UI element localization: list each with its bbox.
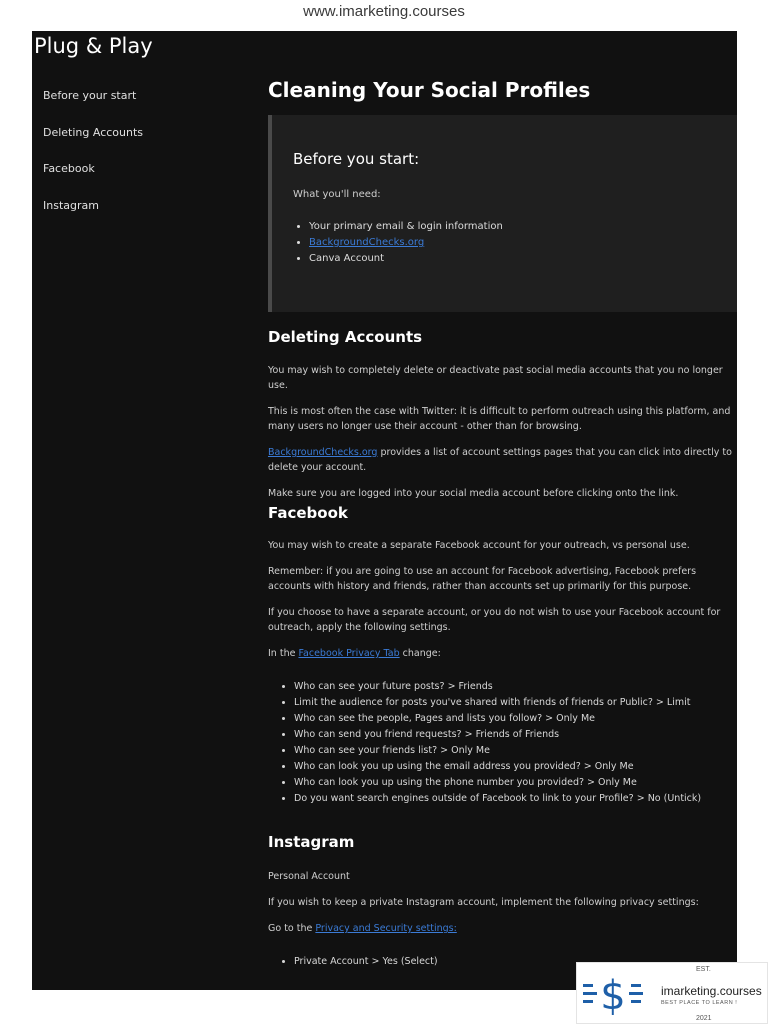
sidebar-nav xyxy=(43,89,243,235)
callout-list xyxy=(293,221,503,269)
svg-text:$: $ xyxy=(600,973,626,1019)
app-window xyxy=(32,31,737,990)
backgroundchecks-link[interactable]: BackgroundChecks.org xyxy=(309,237,425,248)
logo-est: EST. xyxy=(696,966,711,973)
instagram-section xyxy=(268,833,737,970)
list-item: • Who can look you up using the phone number you provided? > Only Me xyxy=(294,775,737,791)
watermark-text: www.imarketing.courses xyxy=(303,3,465,20)
logo-brand: imarketing.courses xyxy=(661,984,762,998)
list-item: • Do you want search engines outside of Facebook to link to your Profile? > No (Untick) xyxy=(294,791,737,807)
callout-heading: Before you start: xyxy=(293,150,420,168)
list-item: • Your primary email & login information xyxy=(309,221,503,237)
paragraph xyxy=(268,646,737,661)
dollar-sign-icon xyxy=(579,965,659,1023)
main-content xyxy=(268,78,737,312)
sidebar-item-deleting-accounts[interactable]: Deleting Accounts xyxy=(43,125,144,139)
deleting-accounts-heading: Deleting Accounts xyxy=(268,328,423,346)
facebook-settings-list xyxy=(268,679,737,807)
paragraph-text: provides a list of account settings pages that you can click into directly to delete your account. xyxy=(268,447,732,473)
deleting-accounts-section xyxy=(268,328,737,501)
imarketing-logo xyxy=(576,962,768,1024)
paragraph: Personal Account xyxy=(268,871,350,882)
paragraph: Make sure you are logged into your social media account before clicking onto the link. xyxy=(268,488,679,499)
paragraph-text: Go to the xyxy=(268,923,316,934)
before-you-start-callout xyxy=(268,115,737,312)
paragraph: You may wish to create a separate Facebook account for your outreach, vs personal use. xyxy=(268,540,690,551)
paragraph xyxy=(268,921,737,936)
sidebar-item-instagram[interactable]: Instagram xyxy=(43,198,99,212)
facebook-section xyxy=(268,504,737,807)
list-item: • Who can look you up using the email address you provided? > Only Me xyxy=(294,759,737,775)
sidebar-item-before-your-start[interactable]: Before your start xyxy=(43,89,137,102)
app-title: Plug & Play xyxy=(34,34,153,58)
list-item: • Who can see your friends list? > Only Me xyxy=(294,743,737,759)
paragraph: You may wish to completely delete or deactivate past social media accounts that you no longer use. xyxy=(268,365,723,391)
paragraph-text: change: xyxy=(399,648,441,659)
paragraph xyxy=(268,445,737,475)
callout-need-label: What you'll need: xyxy=(293,189,381,200)
facebook-privacy-tab-link[interactable]: Facebook Privacy Tab xyxy=(298,648,400,659)
privacy-security-settings-link[interactable]: Privacy and Security settings: xyxy=(315,923,457,934)
list-item: • Who can send you friend requests? > Friends of Friends xyxy=(294,727,737,743)
facebook-heading: Facebook xyxy=(268,504,348,522)
list-item: • Private Account > Yes (Select) xyxy=(294,954,737,970)
paragraph: This is most often the case with Twitter: it is difficult to perform outreach using this platform, and many users no longer use their account - other than for browsing. xyxy=(268,406,731,432)
paragraph: Remember: if you are going to use an account for Facebook advertising, Facebook prefers accounts with history and friends, rather than accounts set up primarily for this purpose. xyxy=(268,566,697,592)
list-item: • Who can see the people, Pages and lists you follow? > Only Me xyxy=(294,711,737,727)
list-item: • Limit the audience for posts you've shared with friends of friends or Public? > Limit xyxy=(294,695,737,711)
paragraph-text: In the xyxy=(268,648,299,659)
instagram-heading: Instagram xyxy=(268,833,355,851)
list-item: • Who can see your future posts? > Friends xyxy=(294,679,737,695)
page-title: Cleaning Your Social Profiles xyxy=(268,78,591,102)
paragraph: If you wish to keep a private Instagram account, implement the following privacy settings: xyxy=(268,897,699,908)
paragraph: If you choose to have a separate account, or you do not wish to use your Facebook account for outreach, apply the following settings. xyxy=(268,607,721,633)
logo-tagline: BEST PLACE TO LEARN ! xyxy=(661,1000,738,1006)
list-item xyxy=(309,237,503,253)
list-item: • Canva Account xyxy=(309,253,503,269)
backgroundchecks-link[interactable]: BackgroundChecks.org xyxy=(268,447,378,458)
sidebar-item-facebook[interactable]: Facebook xyxy=(43,162,95,175)
logo-year: 2021 xyxy=(696,1015,712,1022)
